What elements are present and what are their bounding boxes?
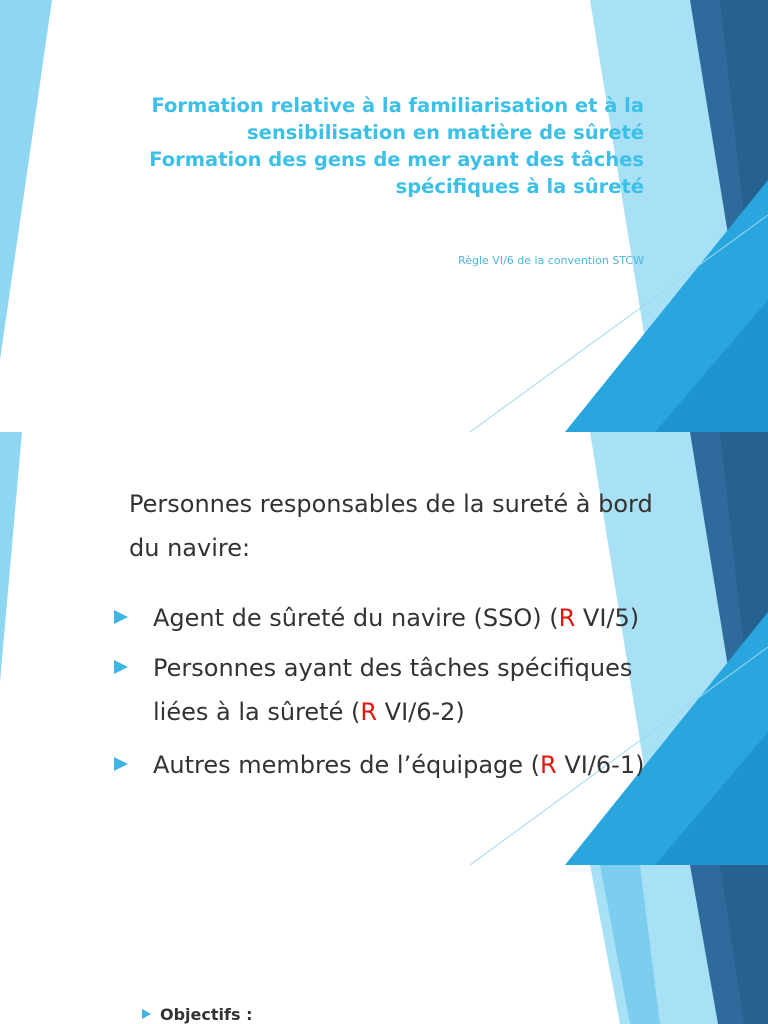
slide-decoration (0, 865, 768, 1024)
heading-line: du navire: (129, 534, 251, 562)
triangle-bullet-icon (114, 757, 128, 771)
slide-2-heading (129, 482, 653, 570)
slide-2 (0, 432, 768, 865)
bullet-text: Agent de sûreté du navire (SSO) (R VI/5) (153, 604, 640, 632)
left-accent-shape (0, 0, 52, 360)
left-accent-shape (0, 432, 22, 682)
title-line: spécifiques à la sûreté (395, 175, 644, 198)
rule-letter: R (558, 604, 576, 632)
heading-line: Personnes responsables de la sureté à bord (129, 490, 653, 518)
triangle-bullet-icon (114, 610, 128, 624)
title-line: sensibilisation en matière de sûreté (247, 121, 644, 144)
slide-1-title (84, 92, 644, 200)
bullet-text: Autres membres de l’équipage (R VI/6-1) (153, 751, 645, 779)
title-line: Formation des gens de mer ayant des tâches (149, 148, 644, 171)
bullet-other-crew (114, 743, 654, 787)
triangle-bullet-icon (114, 660, 128, 674)
rule-letter: R (360, 698, 378, 726)
slide-decoration (0, 0, 768, 432)
triangle-bullet-icon (142, 1009, 151, 1019)
bullet-specific-duties (114, 646, 654, 734)
slide-3 (0, 865, 768, 1024)
title-line: Formation relative à la familiarisation et à la (151, 94, 644, 117)
bullet-text: Personnes ayant des tâches spécifiques (153, 654, 633, 682)
bullet-sso (114, 596, 654, 640)
objectives-heading: Objectifs : (142, 1005, 252, 1024)
bullet-text-continued: liées à la sûreté (R VI/6-2) (153, 698, 465, 726)
slide-1-subtitle: Règle VI/6 de la convention STCW (458, 254, 644, 267)
slide-1 (0, 0, 768, 432)
rule-letter: R (540, 751, 557, 779)
